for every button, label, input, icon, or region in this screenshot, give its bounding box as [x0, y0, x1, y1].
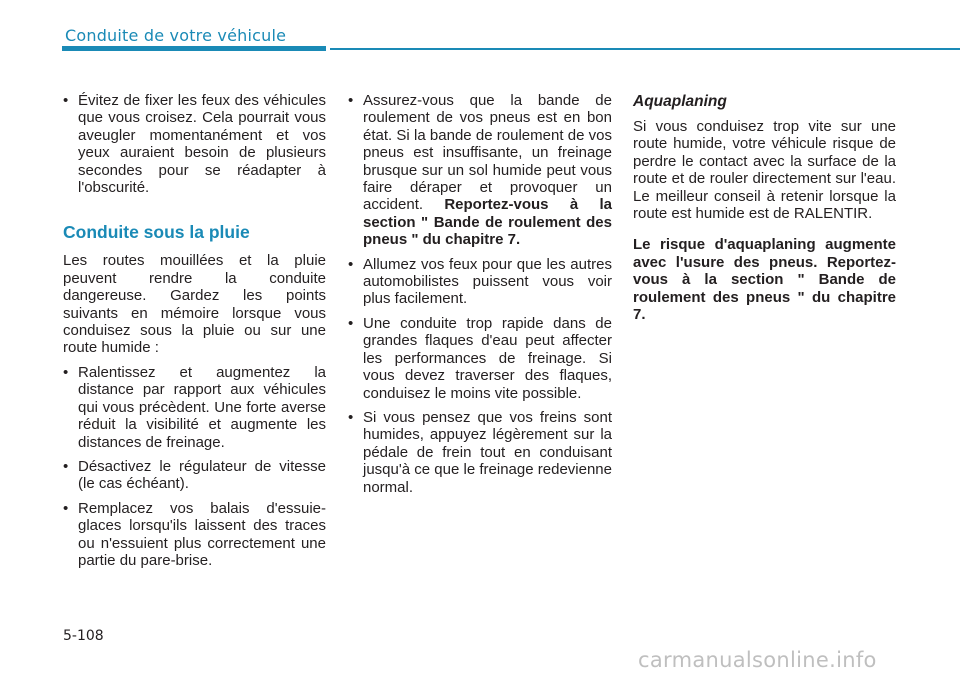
bullet-text: Une conduite trop rapide dans de grandes flaques d'eau peut affecter les performances de freinage. Si vous devez traverser des flaques, conduisez le moins vite possible. — [363, 314, 612, 402]
bullet-item — [63, 458, 326, 493]
bullet-text: Si vous pensez que vos freins sont humides, appuyez légèrement sur la pédale de frein tout en conduisant jusqu'à ce que le freinage redevienne normal. — [363, 408, 612, 496]
aquaplaning-warning: Le risque d'aquaplaning augmente avec l'usure des pneus. Reportez-vous à la section " Bande de roulement des pneus " du chapitre 7. — [633, 236, 896, 324]
watermark: carmanualsonline.info — [638, 648, 877, 672]
bullet-text-regular: Assurez-vous que la bande de roulement de vos pneus est en bon état. Si la bande de roulement de vos pneus est insuffisante, un freinage brusque sur un sol humide peut vous faire déraper et provoquer un accident. — [363, 92, 612, 214]
section-heading-rain: Conduite sous la pluie — [63, 222, 250, 243]
aquaplaning-heading: Aquaplaning — [633, 93, 727, 110]
bullet-text: Remplacez vos balais d'essuie-glaces lorsqu'ils laissent des traces ou n'essuient plus correctement une partie du pare-brise. — [78, 499, 326, 569]
bullet-dot: • — [63, 363, 69, 381]
header-rule-accent — [62, 46, 326, 51]
bullet-dot: • — [348, 92, 354, 109]
paragraph-rain-intro: Les routes mouillées et la pluie peuvent rendre la conduite dangereuse. Gardez les points suivants en mémoire lorsque vous conduisez sous la pluie ou sur une route humide : — [63, 252, 326, 357]
bullet-dot: • — [348, 314, 354, 332]
bullet-text — [363, 92, 612, 249]
bullet-item — [348, 315, 612, 402]
bullet-item — [348, 92, 612, 249]
bullet-dot: • — [348, 255, 354, 273]
column-1 — [63, 92, 326, 576]
paragraph-aquaplaning: Si vous conduisez trop vite sur une route humide, votre véhicule risque de perdre le contact avec la surface de la route et de rouler directement sur l'eau. Le meilleur conseil à retenir lorsque la route est humide est de RALENTIR. — [633, 118, 896, 223]
bullet-item — [63, 364, 326, 451]
section-header-title: Conduite de votre véhicule — [65, 26, 287, 45]
bullet-dot: • — [63, 92, 69, 109]
bullet-item — [348, 409, 612, 496]
bullet-dot: • — [63, 499, 69, 517]
bullet-item — [348, 256, 612, 308]
page-number: 5-108 — [63, 628, 104, 644]
bullet-text: Évitez de fixer les feux des véhicules que vous croisez. Cela pourrait vous aveugler momentanément et vos yeux auraient besoin de plusieurs secondes pour se réadapter à l'obscurité. — [78, 92, 326, 197]
bullet-item — [63, 500, 326, 570]
header-rule — [330, 48, 960, 50]
column-2 — [348, 92, 612, 503]
cross-reference-bold: Reportez-vous à la section " Bande de roulement des pneus " du chapitre 7. — [363, 196, 612, 249]
bullet-dot: • — [63, 457, 69, 475]
column-3 — [633, 92, 896, 323]
bullet-text: Désactivez le régulateur de vitesse (le cas échéant). — [78, 457, 326, 493]
bullet-dot: • — [348, 408, 354, 426]
bullet-text: Allumez vos feux pour que les autres automobilistes puissent vous voir plus facilement. — [363, 255, 612, 308]
bullet-item — [63, 92, 326, 196]
bullet-text: Ralentissez et augmentez la distance par rapport aux véhicules qui vous précèdent. Une forte averse réduit la visibilité et augmente les distances de freinage. — [78, 363, 326, 451]
